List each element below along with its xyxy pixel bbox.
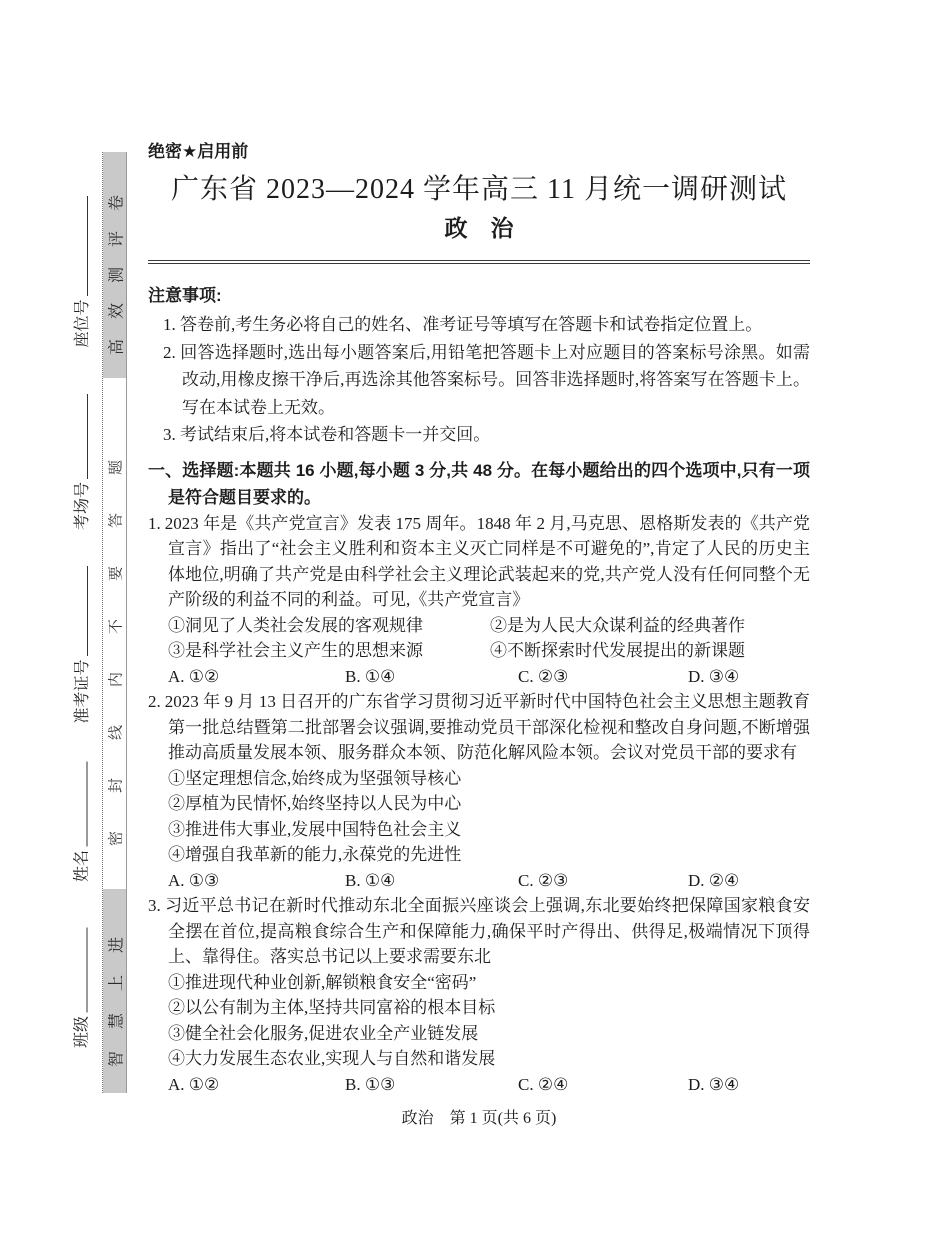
statement-item: ④大力发展生态农业,实现人与自然和谐发展 <box>168 1049 496 1068</box>
choice-c: C. ②③ <box>518 666 569 686</box>
seal-strip <box>102 152 127 1093</box>
question-stem-text: 习近平总书记在新时代推动东北全面振兴座谈会上强调,东北要始终把保障国家粮食安全摆在首位,提高粮食综合生产和保障能力,确保平时产得出、供得足,极端情况下顶得上、靠得住。落实总书记以上要求需要东北 <box>164 896 810 966</box>
admission-ticket-label: 准考证号 <box>73 659 91 724</box>
page-footer: 政治 第 1 页(共 6 页) <box>401 1110 557 1127</box>
question-stem <box>148 689 810 766</box>
choice-b: B. ①④ <box>345 870 396 890</box>
question-number: 3. <box>148 896 161 915</box>
strip-bottom-banner <box>103 889 126 1093</box>
seat-number-blank <box>72 197 89 297</box>
strip-top-banner-text: 高效测评卷 <box>108 174 125 356</box>
seat-number-label: 座位号 <box>73 299 91 348</box>
notice-item: 3. 考试结束后,将本试卷和答题卡一并交回。 <box>163 425 491 444</box>
divider-rule <box>148 260 810 264</box>
statement-item: ④不断探索时代发展提出的新课题 <box>490 641 745 660</box>
statement-item: ③是科学社会主义产生的思想来源 <box>168 641 423 660</box>
admission-ticket-field <box>67 555 93 735</box>
section-heading: 一、选择题:本题共 16 小题,每小题 3 分,共 48 分。在每小题给出的四个选项中,只有一项是符合题目要求的。 <box>148 460 810 507</box>
statement-list <box>148 613 810 664</box>
admission-ticket-blank <box>72 567 89 657</box>
class-blank <box>71 928 88 1013</box>
choice-row <box>168 664 810 690</box>
choice-b: B. ①③ <box>345 1074 396 1094</box>
statement-item: ④增强自我革新的能力,永葆党的先进性 <box>168 845 462 864</box>
choice-c: C. ②③ <box>518 870 569 890</box>
choice-b: B. ①④ <box>345 666 396 686</box>
choice-row <box>168 1072 810 1098</box>
question-1 <box>148 511 810 690</box>
question-number: 1. <box>148 513 161 533</box>
exam-room-field <box>67 382 93 542</box>
statement-item: ③健全社会化服务,促进农业全产业链发展 <box>168 1023 479 1043</box>
class-label: 班级 <box>73 1016 90 1049</box>
subject-title: 政 治 <box>444 215 514 241</box>
seal-line-text: 密封线内不要答题 <box>107 421 124 846</box>
statement-item: ②以公有制为主体,坚持共同富裕的根本目标 <box>168 998 496 1017</box>
choice-row <box>168 868 810 894</box>
choice-d: D. ②④ <box>688 870 740 890</box>
notice-item: 2. 回答选择题时,选出每小题答案后,用铅笔把答题卡上对应题目的答案标号涂黑。如需改动,用橡皮擦干净后,再选涂其他答案标号。回答非选择题时,将答案写在答题卡上。写在本试卷上无效。 <box>163 342 810 417</box>
seat-number-field <box>67 182 93 362</box>
choice-d: D. ③④ <box>688 666 740 686</box>
notice-list <box>163 311 810 449</box>
name-field <box>67 755 93 890</box>
choice-a: A. ①③ <box>168 870 220 890</box>
question-stem <box>148 511 810 613</box>
statement-list <box>148 766 810 868</box>
question-stem-text: 2023 年是《共产党宣言》发表 175 周年。1848 年 2 月,马克思、恩格斯发表的《共产党宣言》指出了“社会主义胜利和资本主义灭亡同样是不可避免的”,肯定了人民的历史主体地位,明确了共产党是由科学社会主义理论武装起来的党,共产党人没有任何同整个无产阶级的利益不同的利益。可见,《共产党宣言》 <box>164 513 810 609</box>
choice-a: A. ①② <box>168 1074 220 1094</box>
question-3 <box>148 893 810 1097</box>
notice-heading: 注意事项: <box>148 286 222 305</box>
statement-item: ③推进伟大事业,发展中国特色社会主义 <box>168 819 462 839</box>
strip-bottom-banner-text: 智慧上进 <box>108 914 125 1068</box>
statement-item: ①洞见了人类社会发展的客观规律 <box>168 615 423 635</box>
notice-item: 1. 答卷前,考生务必将自己的姓名、准考证号等填写在答题卡和试卷指定位置上。 <box>163 315 763 334</box>
question-stem <box>148 893 810 970</box>
main-content <box>148 140 810 1097</box>
security-label: 绝密★启用前 <box>148 142 249 161</box>
exam-room-label: 考场号 <box>73 482 91 531</box>
seal-line-area <box>103 378 126 889</box>
statement-item: ①推进现代种业创新,解锁粮食安全“密码” <box>168 972 477 992</box>
strip-top-banner <box>103 152 126 378</box>
choice-a: A. ①② <box>168 666 220 686</box>
choice-d: D. ③④ <box>688 1074 740 1094</box>
statement-item: ①坚定理想信念,始终成为坚强领导核心 <box>168 768 462 788</box>
name-label: 姓名 <box>73 850 90 883</box>
name-blank <box>71 762 88 847</box>
choice-c: C. ②④ <box>518 1074 569 1094</box>
question-stem-text: 2023 年 9 月 13 日召开的广东省学习贯彻习近平新时代中国特色社会主义思想主题教育第一批总结暨第二批部署会议强调,要推动党员干部深化检视和整改自身问题,不断增强推动高质量发展本领、服务群众本领、防范化解风险本领。会议对党员干部的要求有 <box>164 692 810 762</box>
statement-list <box>148 970 810 1072</box>
class-field <box>67 921 93 1056</box>
question-number: 2. <box>148 692 161 711</box>
statement-item: ②厚植为民情怀,始终坚持以人民为中心 <box>168 794 462 813</box>
question-2 <box>148 689 810 893</box>
statement-item: ②是为人民大众谋利益的经典著作 <box>490 615 745 635</box>
exam-room-blank <box>72 394 89 479</box>
page-title: 广东省 2023—2024 学年高三 11 月统一调研测试 <box>171 174 787 205</box>
